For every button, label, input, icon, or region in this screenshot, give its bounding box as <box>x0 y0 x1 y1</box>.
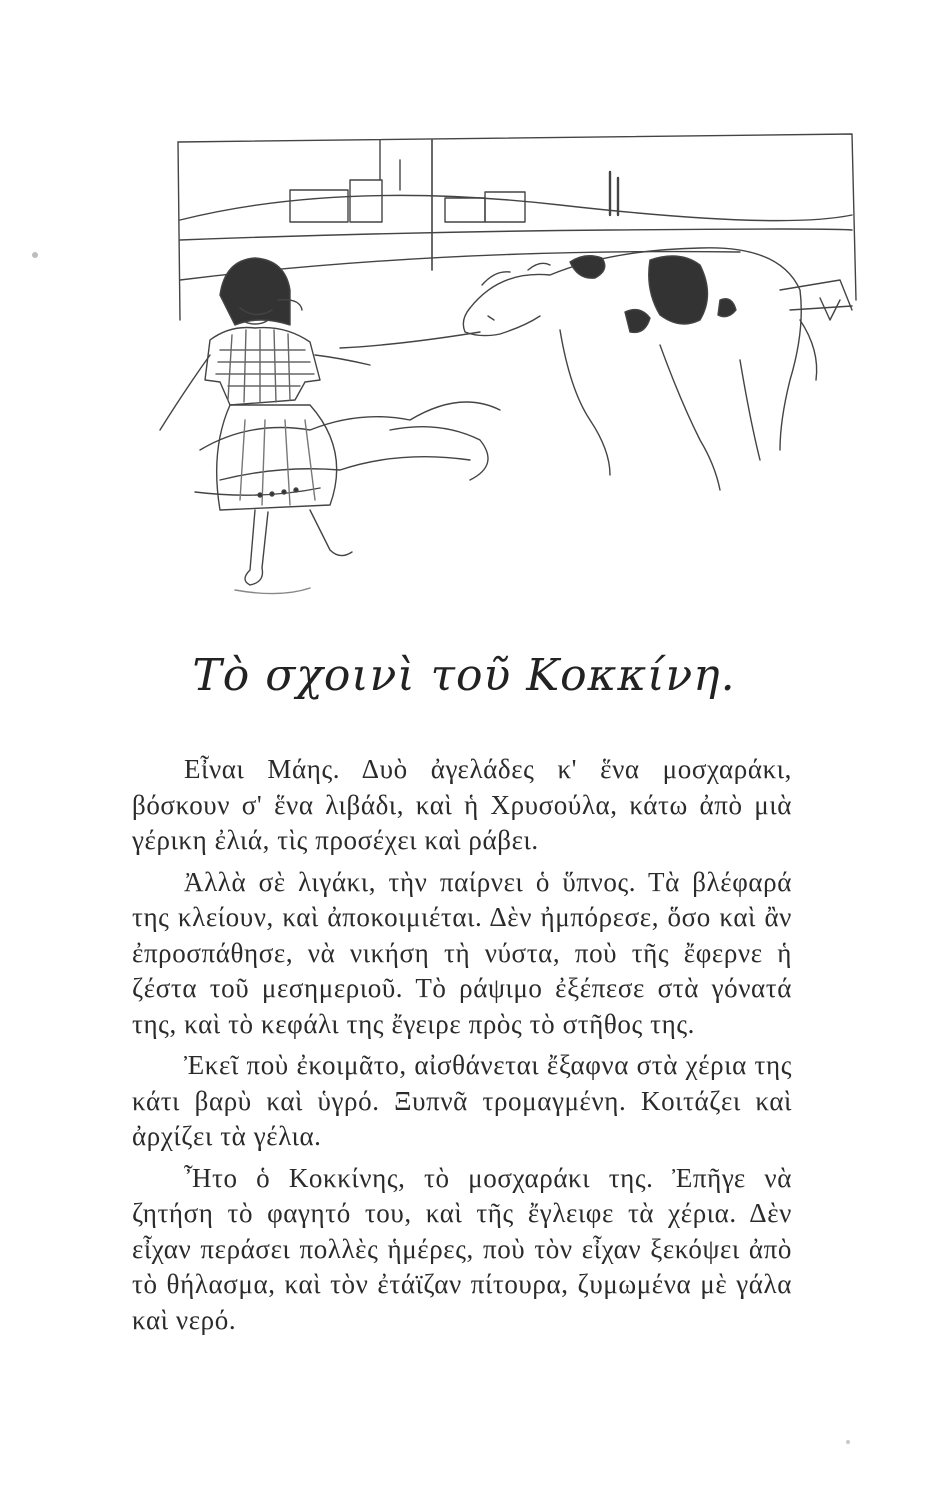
story-title: Τὸ σχοινὶ τοῦ Κοκκίνη. <box>192 650 736 701</box>
paragraph-1: Εἶναι Μάης. Δυὸ ἀγελάδες κ' ἕνα μοσχαράκι, βόσκουν σ' ἕνα λιβάδι, καὶ ἡ Χρυσούλα, κάτω ἀπὸ μιὰ γέρικη ἐλιά, τὶς προσέχει καὶ ράβει. <box>132 754 792 855</box>
story-body <box>132 752 792 1344</box>
paragraph-3: Ἐκεῖ ποὺ ἐκοιμᾶτο, αἰσθάνεται ἔξαφνα στὰ χέρια της κάτι βαρὺ καὶ ὑγρό. Ξυπνᾶ τρομαγμένη. Κοιτάζει καὶ ἀρχίζει τὰ γέλια. <box>132 1050 792 1151</box>
line-drawing <box>140 120 880 610</box>
stray-ink-dot <box>32 252 38 258</box>
page-mark-dot <box>846 1440 850 1444</box>
paragraph-2: Ἀλλὰ σὲ λιγάκι, τὴν παίρνει ὁ ὕπνος. Τὰ βλέφαρά της κλείουν, καὶ ἀποκοιμιέται. Δὲν ἠμπόρεσε, ὅσο καὶ ἂν ἐπροσπάθησε, νὰ νικήση τὴ νύστα, ποὺ τῆς ἔφερνε ἡ ζέστα τοῦ μεσημεριοῦ. Τὸ ράψιμο ἐξέπεσε στὰ γόνατά της, καὶ τὸ κεφάλι της ἔγειρε πρὸς τὸ στῆθος της. <box>132 866 792 1039</box>
illustration-girl-and-calf <box>140 120 880 610</box>
paragraph-4: Ἦτο ὁ Κοκκίνης, τὸ μοσχαράκι της. Ἐπῆγε νὰ ζητήση τὸ φαγητό του, καὶ τῆς ἔγλειφε τὰ χέρια. Δὲν εἶχαν περάσει πολλὲς ἡμέρες, ποὺ τὸν εἶχαν ξεκόψει ἀπὸ τὸ θήλασμα, καὶ τὸν ἐτάϊζαν πίτουρα, ζυμωμένα μὲ γάλα καὶ νερό. <box>132 1162 792 1335</box>
